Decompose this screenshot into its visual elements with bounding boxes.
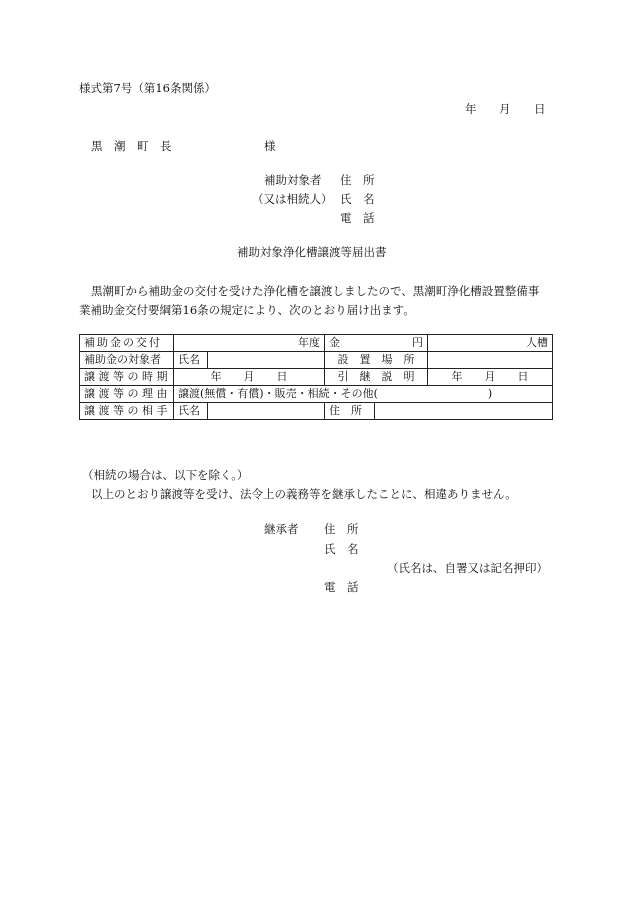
- addressee-honorific: 様: [264, 139, 276, 153]
- counterparty-name-field[interactable]: [208, 403, 325, 420]
- subsidy-grant-label: 補助金の交付: [80, 335, 174, 352]
- table-row: [80, 403, 553, 420]
- amount-prefix: 金: [329, 336, 341, 349]
- transfer-reason-options[interactable]: 譲渡(無償・有償)・販売・相続・その他( ): [174, 386, 553, 403]
- table-row: [80, 369, 553, 386]
- applicant-role-alt: （又は相続人）: [252, 192, 333, 206]
- successor-address-label: 住 所: [324, 522, 359, 536]
- date-day: 日: [534, 102, 546, 116]
- counterparty-address-field[interactable]: [375, 403, 553, 420]
- applicant-name-label: 氏 名: [340, 192, 375, 206]
- date-month: 月: [499, 102, 511, 116]
- consent-statement: 以上のとおり譲渡等を受け、法令上の義務等を継承したことに、相違ありません。: [91, 487, 517, 501]
- fiscal-year-cell: 年度: [174, 335, 325, 352]
- applicant-address-label: 住 所: [340, 173, 375, 187]
- applicant-role: 補助対象者: [264, 173, 322, 187]
- transfer-reason-label: 譲 渡 等 の 理 由: [80, 386, 174, 403]
- transfer-counterparty-label: 譲 渡 等 の 相 手: [80, 403, 174, 420]
- recipient-name-label: 氏名: [174, 352, 208, 369]
- notification-table: [79, 334, 553, 420]
- document-title: 補助対象浄化槽譲渡等届出書: [237, 245, 387, 259]
- amount-cell: [325, 335, 428, 352]
- date-year: 年: [465, 102, 477, 116]
- handover-date-field[interactable]: 年 月 日: [428, 369, 553, 386]
- body-line-1: 黒潮町から補助金の交付を受けた浄化槽を譲渡しましたので、黒潮町浄化槽設置整備事: [91, 284, 540, 298]
- addressee-name: 黒 潮 町 長: [91, 139, 172, 153]
- yen-unit: 円: [412, 336, 424, 349]
- installation-location-label: 設 置 場 所: [325, 352, 428, 369]
- successor-name-label: 氏 名: [324, 542, 359, 556]
- signature-note: （氏名は、自署又は記名押印）: [387, 561, 548, 575]
- inheritance-note: （相続の場合は、以下を除く。）: [82, 468, 249, 482]
- table-row: [80, 335, 553, 352]
- table-row: [80, 352, 553, 369]
- successor-role: 継承者: [264, 522, 299, 536]
- table-row: [80, 386, 553, 403]
- subsidy-recipient-label: 補助金の対象者: [80, 352, 174, 369]
- transfer-time-label: 譲 渡 等 の 時 期: [80, 369, 174, 386]
- counterparty-address-label: 住 所: [325, 403, 375, 420]
- successor-phone-label: 電 話: [324, 580, 359, 594]
- counterparty-name-label: 氏名: [174, 403, 208, 420]
- transfer-date-field[interactable]: 年 月 日: [174, 369, 325, 386]
- form-number: 様式第7号（第16条関係）: [79, 81, 216, 95]
- body-line-2: 業補助金交付要綱第16条の規定により、次のとおり届け出ます。: [79, 303, 415, 317]
- persons-capacity-cell: 人槽: [428, 335, 553, 352]
- recipient-name-field[interactable]: [208, 352, 325, 369]
- installation-location-field[interactable]: [428, 352, 553, 369]
- applicant-phone-label: 電 話: [340, 211, 375, 225]
- handover-explanation-label: 引 継 説 明: [325, 369, 428, 386]
